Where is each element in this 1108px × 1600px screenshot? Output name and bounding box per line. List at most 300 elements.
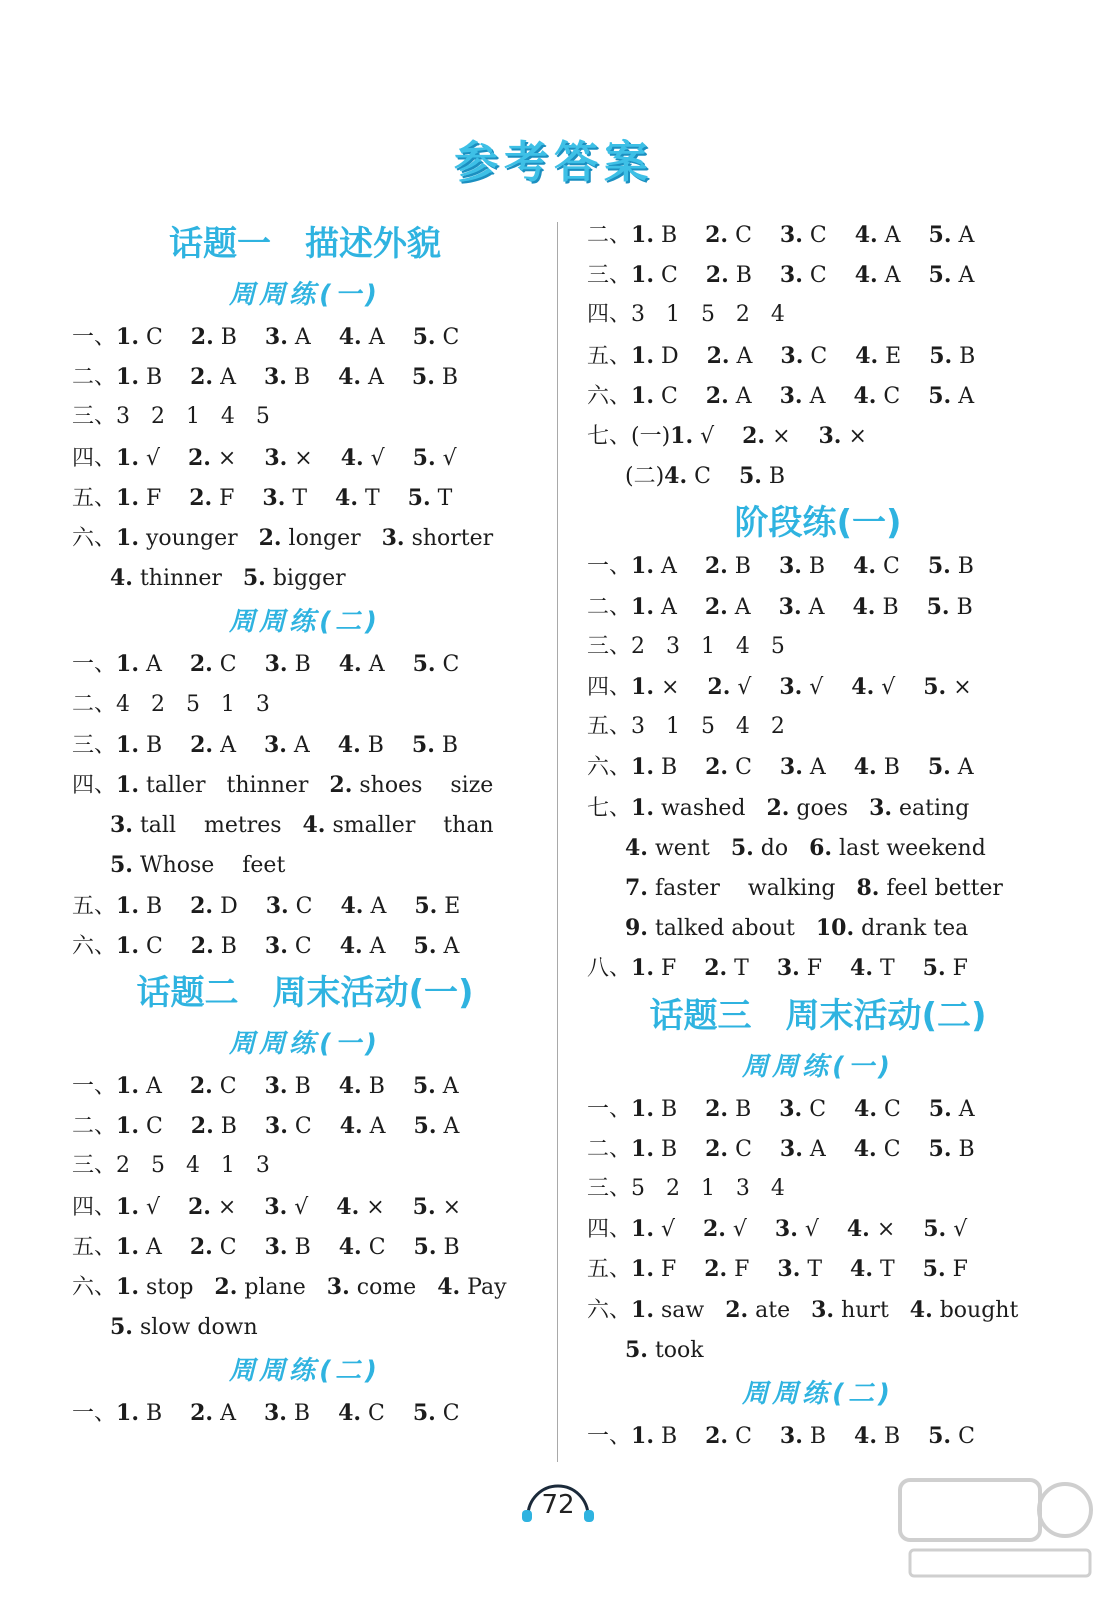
answer-line	[587, 752, 974, 782]
answer-text: C	[951, 1424, 975, 1449]
answer-line	[587, 953, 968, 983]
question-number: 1.	[116, 892, 139, 919]
question-number: 3.	[779, 754, 803, 781]
question-number: 5.	[414, 892, 438, 919]
answer-text: faster walking	[647, 876, 857, 901]
question-number: 1.	[116, 1274, 139, 1300]
answer-text: √	[725, 1217, 775, 1243]
question-number: 5.	[411, 364, 435, 391]
answer-text: 二、	[587, 1136, 632, 1162]
question-number: 5.	[928, 1095, 952, 1122]
question-number: 4.	[110, 565, 133, 592]
answer-text: C	[653, 263, 706, 289]
answer-text: F	[653, 956, 705, 982]
question-number: 2.	[704, 1256, 728, 1283]
answer-line	[587, 300, 785, 330]
answer-text: A	[287, 325, 339, 350]
answer-line	[625, 873, 1003, 903]
question-number: 2.	[258, 525, 282, 551]
answer-text: F	[212, 485, 263, 511]
question-number: 2.	[190, 892, 214, 919]
answer-text: C	[138, 1114, 191, 1140]
answer-text: √	[138, 1194, 188, 1220]
question-number: 3.	[263, 731, 287, 758]
answer-text: C	[728, 755, 780, 781]
question-number: 5.	[922, 1256, 946, 1283]
question-number: 3.	[264, 1193, 288, 1220]
question-number: 4.	[338, 324, 362, 350]
question-number: 5.	[927, 553, 951, 580]
question-number: 4.	[850, 955, 873, 982]
answer-text: A	[286, 732, 338, 758]
answer-text: T	[430, 485, 453, 511]
answer-text: B	[360, 732, 412, 758]
answer-text: went	[647, 835, 731, 861]
question-number: 2.	[187, 1193, 211, 1220]
answer-text: C	[287, 933, 340, 959]
answer-text: A	[436, 933, 460, 959]
answer-text: hurt	[834, 1297, 910, 1323]
answer-line	[587, 1094, 975, 1124]
answer-text: drank tea	[854, 916, 969, 942]
answer-line	[72, 1398, 460, 1428]
answer-text: 六、	[72, 1275, 117, 1300]
page-number: 72	[541, 1490, 575, 1520]
answer-text: ×	[359, 1194, 413, 1220]
answer-text: F	[138, 485, 190, 511]
answer-text: √	[946, 1217, 968, 1243]
question-number: 5.	[412, 444, 436, 471]
question-number: 3.	[779, 262, 803, 289]
question-number: 4.	[853, 754, 877, 781]
question-number: 1.	[631, 1095, 654, 1122]
answer-text: T	[873, 956, 923, 982]
answer-text: T	[358, 485, 408, 511]
answer-text: A	[213, 1401, 264, 1427]
answer-text: 五、3 1 5 4 2	[587, 714, 785, 740]
question-number: 4.	[338, 364, 362, 391]
answer-text: 一、	[587, 1096, 632, 1122]
question-number: 1.	[631, 1216, 654, 1243]
question-number: 3.	[264, 932, 288, 959]
question-number: 4.	[854, 262, 878, 289]
answer-text: C	[361, 1401, 413, 1427]
answer-text: (二)	[625, 464, 665, 490]
question-number: 5.	[110, 852, 133, 879]
answer-text: B	[653, 223, 706, 248]
question-number: 5.	[412, 1400, 436, 1427]
question-number: 1.	[631, 754, 654, 781]
answer-text: ate	[748, 1297, 812, 1323]
answer-text: C	[876, 383, 929, 409]
answer-text: eating	[892, 795, 970, 821]
question-number: 5.	[412, 1193, 436, 1220]
answer-text: 四、	[587, 1217, 632, 1243]
question-number: 1.	[116, 444, 139, 471]
answer-text: B	[876, 1424, 929, 1449]
question-number: 3.	[264, 1073, 288, 1099]
answer-text: T	[727, 956, 777, 982]
question-number: 1.	[631, 262, 654, 289]
answer-line	[587, 220, 974, 250]
answer-line	[110, 810, 494, 840]
question-number: 2.	[705, 1423, 729, 1449]
answer-text: Pay	[460, 1275, 507, 1300]
question-number: 4.	[853, 553, 877, 580]
answer-line	[625, 1335, 704, 1365]
answer-line	[587, 1134, 975, 1164]
answer-text: took	[647, 1337, 704, 1363]
answer-text: √	[287, 1194, 337, 1220]
question-number: 1.	[116, 772, 139, 798]
answer-text: B	[287, 1234, 339, 1260]
question-number: 2.	[704, 593, 728, 620]
question-number: 1.	[631, 674, 654, 700]
answer-text: B	[653, 1424, 706, 1449]
answer-text: √	[653, 1217, 703, 1243]
answer-text: C	[653, 383, 706, 409]
answer-text: 六、	[72, 933, 117, 959]
week-practice-heading: 周周练(二)	[229, 1356, 381, 1387]
answer-text: F	[727, 1257, 778, 1283]
answer-text: F	[653, 1257, 705, 1283]
question-number: 3.	[778, 553, 802, 580]
question-number: 2.	[704, 553, 728, 580]
answer-text: C	[728, 1424, 780, 1449]
question-number: 3.	[780, 342, 804, 369]
question-number: 4.	[338, 651, 362, 678]
answer-text: washed	[653, 795, 767, 821]
answer-text: C	[803, 343, 856, 369]
answer-line	[72, 402, 270, 432]
answer-text: B	[801, 554, 854, 580]
question-number: 5.	[730, 834, 754, 861]
answer-line	[587, 260, 974, 290]
question-number: 2.	[189, 484, 213, 511]
answer-text: C	[212, 1234, 265, 1260]
question-number: 4.	[851, 674, 875, 700]
question-number: 2.	[189, 1073, 213, 1099]
answer-text: F	[945, 956, 968, 982]
question-number: 4.	[338, 1233, 362, 1260]
question-number: 3.	[779, 1095, 803, 1122]
answer-text: A	[653, 554, 705, 580]
question-number: 2.	[214, 1274, 238, 1300]
watermark-icon	[890, 1470, 1100, 1590]
answer-text: √	[802, 675, 852, 700]
question-number: 4.	[302, 812, 326, 839]
answer-text: A	[138, 652, 190, 678]
question-number: 1.	[631, 553, 654, 580]
answer-text: 二、	[72, 1114, 117, 1140]
question-number: 4.	[854, 1095, 877, 1122]
answer-text: B	[213, 1114, 265, 1140]
topic-heading: 话题三 周末活动(二)	[649, 995, 987, 1036]
answer-text: D	[653, 343, 707, 369]
answer-text: ×	[653, 675, 708, 700]
answer-text: come	[349, 1275, 438, 1300]
answer-text: bought	[932, 1297, 1019, 1323]
answer-text: B	[950, 554, 974, 580]
answer-text: ×	[435, 1194, 462, 1220]
answer-line	[72, 362, 458, 392]
question-number: 2.	[706, 342, 730, 369]
answer-text: D	[213, 893, 266, 919]
answer-line	[72, 1071, 459, 1101]
question-number: 5.	[927, 754, 951, 781]
answer-text: 一、	[587, 1424, 632, 1449]
answer-text: 四、	[72, 445, 117, 471]
answer-text: B	[138, 732, 191, 758]
question-number: 5.	[928, 262, 952, 289]
answer-text: 七、	[587, 795, 632, 821]
question-number: 3.	[811, 1296, 835, 1323]
answer-text: B	[875, 594, 927, 620]
watermark-logo	[890, 1470, 1100, 1590]
question-number: 5.	[929, 342, 953, 369]
answer-text: A	[951, 383, 975, 409]
answer-text: 一、	[587, 554, 632, 580]
answer-text: B	[287, 1074, 339, 1099]
answer-text: A	[436, 1114, 460, 1140]
question-number: 2.	[189, 1233, 213, 1260]
answer-text: feel better	[879, 876, 1003, 901]
question-number: 3.	[869, 794, 893, 821]
question-number: 2.	[190, 1400, 214, 1427]
answer-text: A	[435, 1074, 459, 1099]
answer-line	[587, 1214, 967, 1244]
question-number: 3.	[264, 1233, 288, 1260]
question-number: 3.	[776, 955, 800, 982]
answer-text: T	[873, 1257, 923, 1283]
answer-text: thinner	[132, 566, 243, 592]
question-number: 5.	[928, 222, 952, 248]
answer-text: stop	[138, 1275, 215, 1300]
answer-text: B	[434, 365, 459, 391]
answer-text: Whose feet	[132, 853, 286, 879]
answer-text: ×	[869, 1217, 924, 1243]
week-practice-heading: 周周练(一)	[742, 1051, 894, 1082]
question-number: 2.	[704, 955, 728, 982]
answer-text: 五、	[72, 1234, 117, 1260]
answer-line	[625, 913, 968, 943]
question-number: 1.	[631, 1423, 654, 1449]
question-number: 3.	[779, 1135, 803, 1162]
answer-line	[72, 1192, 461, 1222]
question-number: 3.	[264, 444, 288, 471]
answer-line	[587, 1254, 968, 1284]
question-number: 5.	[923, 1216, 947, 1243]
question-number: 1.	[116, 1233, 139, 1260]
answer-text: B	[728, 263, 780, 289]
answer-line	[587, 793, 969, 823]
answer-text: C	[361, 1234, 414, 1260]
answer-text: smaller than	[325, 813, 494, 839]
week-practice-heading: 周周练(一)	[229, 280, 381, 310]
answer-text: A	[653, 594, 705, 620]
question-number: 2.	[742, 423, 766, 449]
answer-text: A	[361, 325, 413, 350]
answer-text: C	[876, 554, 928, 580]
answer-text: A	[362, 933, 414, 959]
question-number: 3.	[265, 892, 289, 919]
question-number: 5.	[923, 674, 947, 700]
answer-text: ×	[210, 445, 265, 471]
question-number: 4.	[854, 222, 878, 248]
answer-line	[72, 1151, 270, 1181]
question-number: 4.	[339, 1113, 363, 1140]
answer-text: younger	[138, 526, 259, 551]
answer-text: A	[729, 343, 781, 369]
answer-text: C	[435, 652, 460, 678]
answer-text: talked about	[647, 916, 816, 942]
answer-text: taller thinner	[138, 773, 330, 798]
question-number: 5.	[922, 955, 946, 982]
answer-text: 六、	[587, 383, 632, 409]
answer-line	[72, 1272, 507, 1302]
question-number: 4.	[625, 834, 648, 861]
question-number: 4.	[340, 892, 364, 919]
answer-text: T	[800, 1257, 851, 1283]
question-number: 1.	[116, 932, 139, 959]
answer-text: A	[213, 732, 264, 758]
answer-text: 四、	[587, 675, 632, 700]
answer-text: C	[728, 223, 780, 248]
question-number: 4.	[855, 342, 879, 369]
answer-text: B	[213, 933, 265, 959]
answer-text: A	[801, 594, 853, 620]
answer-text: goes	[789, 795, 870, 821]
answer-text: A	[950, 755, 974, 781]
question-number: 1.	[116, 1193, 139, 1220]
column-divider	[557, 222, 558, 1462]
question-number: 6.	[809, 834, 833, 861]
question-number: 5.	[412, 324, 436, 350]
answer-text: B	[138, 1401, 191, 1427]
question-number: 4.	[336, 1193, 360, 1220]
page-title: 参考答案	[454, 137, 654, 188]
answer-text: C	[287, 1114, 340, 1140]
question-number: 3.	[779, 382, 803, 409]
question-number: 1.	[631, 1256, 654, 1283]
answer-text: bigger	[265, 566, 346, 592]
answer-text: B	[138, 893, 191, 919]
answer-text: 二、	[587, 594, 632, 620]
answer-text: √	[435, 445, 457, 471]
question-number: 2.	[190, 932, 214, 959]
question-number: 3.	[110, 812, 133, 839]
answer-text: B	[436, 1234, 460, 1260]
answer-text: 一、	[72, 1074, 117, 1099]
week-practice-heading: 周周练(一)	[229, 1029, 381, 1059]
answer-text: A	[802, 755, 854, 781]
answer-line	[587, 421, 867, 451]
question-number: 2.	[190, 1113, 214, 1140]
question-number: 5.	[928, 382, 952, 409]
answer-text: 二、	[587, 223, 632, 248]
answer-text: B	[286, 1401, 339, 1427]
answer-text: √	[363, 445, 413, 471]
question-number: 4.	[338, 1400, 362, 1427]
question-number: 5.	[407, 484, 431, 511]
answer-text: B	[653, 1096, 706, 1122]
answer-text: A	[213, 365, 264, 391]
question-number: 2.	[187, 444, 211, 471]
answer-text: A	[802, 1136, 854, 1162]
answer-text: √	[138, 445, 188, 471]
answer-text: C	[435, 1401, 460, 1427]
answer-text: slow down	[132, 1315, 258, 1341]
question-number: 3.	[263, 1400, 287, 1427]
answer-line	[110, 1312, 258, 1342]
answer-line	[587, 341, 975, 371]
answer-line	[72, 649, 459, 679]
question-number: 2.	[705, 382, 729, 409]
question-number: 2.	[329, 772, 353, 798]
answer-line	[587, 1295, 1018, 1325]
question-number: 5.	[412, 651, 436, 678]
answer-text: A	[361, 652, 413, 678]
topic-heading: 话题二 周末活动(一)	[136, 973, 474, 1013]
answer-text: 一、	[72, 652, 117, 678]
question-number: 2.	[766, 794, 790, 821]
question-number: 1.	[631, 794, 654, 821]
question-number: 1.	[631, 222, 654, 248]
question-number: 1.	[116, 1073, 139, 1099]
answer-text: 八、	[587, 956, 632, 982]
answer-text: B	[727, 554, 779, 580]
answer-text: B	[761, 464, 786, 490]
answer-line	[72, 483, 452, 513]
answer-text: B	[728, 1096, 780, 1122]
question-number: 4.	[853, 1135, 877, 1162]
answer-text: ×	[765, 424, 819, 449]
answer-text: A	[362, 1114, 414, 1140]
answer-text: A	[363, 893, 415, 919]
answer-text: 三、	[587, 263, 632, 289]
question-number: 2.	[702, 1216, 726, 1243]
answer-text: C	[802, 223, 855, 248]
answer-text: √	[693, 424, 743, 449]
answer-text: 六、	[587, 755, 632, 781]
answer-text: ×	[946, 675, 972, 700]
answer-text: 六、	[72, 526, 117, 551]
question-number: 5.	[928, 1423, 952, 1449]
question-number: 4.	[852, 593, 876, 620]
question-number: 3.	[263, 364, 287, 391]
question-number: 9.	[625, 915, 648, 942]
answer-text: C	[212, 1074, 265, 1099]
question-number: 2.	[705, 1135, 729, 1162]
answer-text: E	[878, 343, 930, 369]
question-number: 7.	[625, 875, 648, 901]
question-number: 5.	[413, 932, 437, 959]
question-number: 5.	[738, 463, 762, 490]
question-number: 2.	[705, 754, 729, 781]
answer-line	[110, 850, 285, 880]
answer-line	[72, 730, 458, 760]
answer-line	[587, 551, 974, 581]
question-number: 4.	[337, 731, 361, 758]
question-number: 4.	[664, 463, 688, 490]
answer-text: F	[799, 956, 851, 982]
answer-text: 四、	[72, 1194, 117, 1220]
answer-text: √	[874, 675, 924, 700]
answer-line	[110, 563, 346, 593]
answer-text: 四、3 1 5 2 4	[587, 302, 785, 328]
question-number: 1.	[116, 484, 139, 511]
answer-text: C	[138, 933, 191, 959]
